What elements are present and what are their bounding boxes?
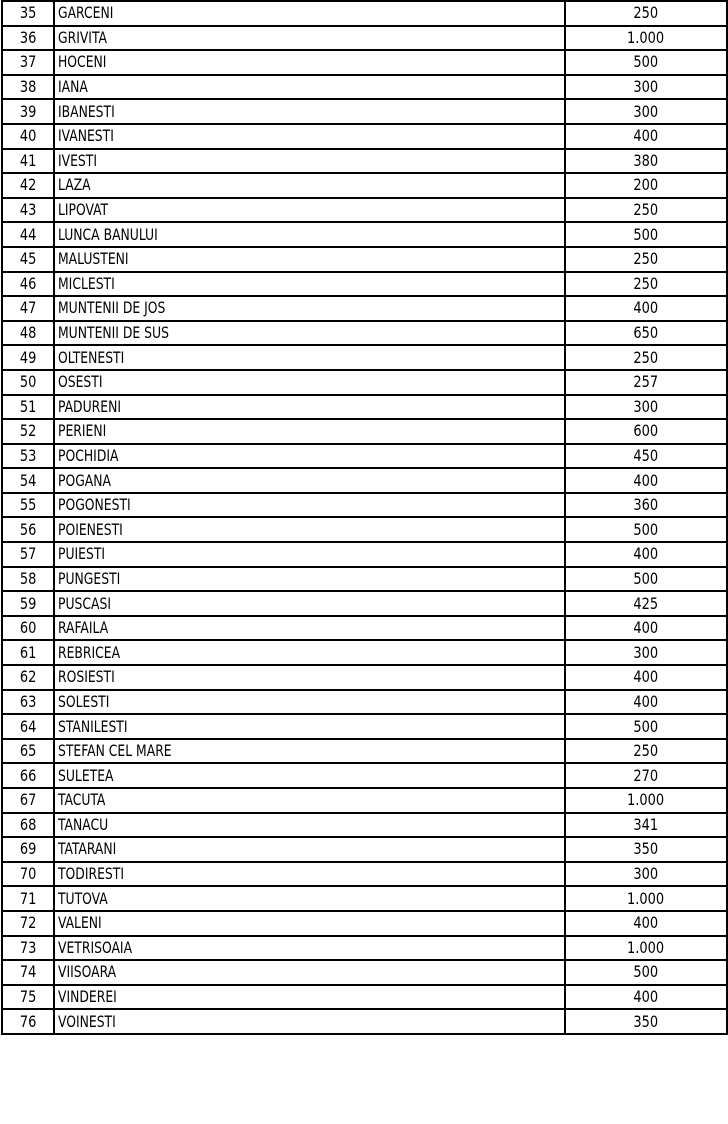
row-number: 38 (19, 77, 37, 97)
row-number-cell (2, 26, 54, 51)
row-number: 73 (19, 937, 37, 957)
value-cell (565, 911, 727, 936)
table-row (2, 75, 727, 100)
row-number-cell (2, 936, 54, 961)
row-number: 40 (19, 126, 37, 146)
locality-name: OLTENESTI (58, 347, 125, 367)
row-number: 60 (19, 618, 37, 638)
value: 600 (633, 421, 659, 441)
value: 200 (633, 175, 659, 195)
row-number-cell (2, 690, 54, 715)
table-row (2, 247, 727, 272)
value-cell (565, 1009, 727, 1034)
value-cell (565, 739, 727, 764)
value-cell (565, 124, 727, 149)
locality-name-cell (54, 222, 565, 247)
row-number: 55 (19, 495, 37, 515)
table-row (2, 911, 727, 936)
locality-name: VOINESTI (58, 1011, 116, 1031)
value-cell (565, 886, 727, 911)
row-number-cell (2, 1009, 54, 1034)
value: 300 (633, 396, 659, 416)
locality-name: LUNCA BANULUI (58, 224, 158, 244)
value-cell (565, 665, 727, 690)
locality-name: SULETEA (58, 765, 114, 785)
value: 350 (633, 1011, 659, 1031)
row-number: 35 (19, 3, 37, 23)
value-cell (565, 345, 727, 370)
table-row (2, 714, 727, 739)
locality-name-cell (54, 911, 565, 936)
value: 450 (633, 445, 659, 465)
locality-name-cell (54, 591, 565, 616)
value: 250 (633, 347, 659, 367)
row-number: 65 (19, 741, 37, 761)
row-number: 57 (19, 544, 37, 564)
value-cell (565, 1, 727, 26)
locality-name-cell (54, 75, 565, 100)
locality-name: IBANESTI (58, 101, 115, 121)
value-cell (565, 468, 727, 493)
table-row (2, 99, 727, 124)
table-row (2, 591, 727, 616)
value-cell (565, 395, 727, 420)
row-number: 50 (19, 372, 37, 392)
value: 250 (633, 3, 659, 23)
row-number: 61 (19, 642, 37, 662)
locality-name: PUNGESTI (58, 568, 121, 588)
row-number-cell (2, 616, 54, 641)
value: 270 (633, 765, 659, 785)
value: 400 (633, 987, 659, 1007)
locality-name: MICLESTI (58, 273, 115, 293)
locality-name: LIPOVAT (58, 200, 109, 220)
value-cell (565, 936, 727, 961)
table-row (2, 616, 727, 641)
locality-name-cell (54, 395, 565, 420)
row-number-cell (2, 321, 54, 346)
row-number-cell (2, 1, 54, 26)
locality-name: GRIVITA (58, 27, 107, 47)
row-number: 54 (19, 470, 37, 490)
row-number-cell (2, 911, 54, 936)
table-row (2, 198, 727, 223)
locality-name-cell (54, 542, 565, 567)
value: 250 (633, 200, 659, 220)
table-row (2, 272, 727, 297)
row-number-cell (2, 99, 54, 124)
locality-name: IVESTI (58, 150, 98, 170)
row-number: 68 (19, 814, 37, 834)
locality-name: TODIRESTI (58, 864, 124, 884)
table-row (2, 886, 727, 911)
value-cell (565, 517, 727, 542)
row-number-cell (2, 419, 54, 444)
row-number: 51 (19, 396, 37, 416)
locality-name: STEFAN CEL MARE (58, 741, 172, 761)
value: 500 (633, 568, 659, 588)
locality-name: ROSIESTI (58, 667, 115, 687)
value-cell (565, 640, 727, 665)
locality-name-cell (54, 960, 565, 985)
value-cell (565, 247, 727, 272)
locality-name: STANILESTI (58, 716, 128, 736)
value: 400 (633, 544, 659, 564)
value: 1.000 (627, 790, 665, 810)
locality-name-cell (54, 26, 565, 51)
value-cell (565, 813, 727, 838)
row-number: 70 (19, 864, 37, 884)
value: 400 (633, 126, 659, 146)
locality-name-cell (54, 370, 565, 395)
row-number-cell (2, 124, 54, 149)
row-number: 71 (19, 888, 37, 908)
locality-name: IVANESTI (58, 126, 114, 146)
value: 250 (633, 273, 659, 293)
value-cell (565, 763, 727, 788)
locality-name-cell (54, 50, 565, 75)
value: 500 (633, 962, 659, 982)
locality-name: PUSCASI (58, 593, 112, 613)
locality-name: SOLESTI (58, 691, 110, 711)
row-number-cell (2, 149, 54, 174)
row-number: 76 (19, 1011, 37, 1031)
locality-name-cell (54, 640, 565, 665)
value-cell (565, 591, 727, 616)
value-cell (565, 616, 727, 641)
table-row (2, 222, 727, 247)
table-row (2, 26, 727, 51)
value-cell (565, 567, 727, 592)
locality-name-cell (54, 763, 565, 788)
value: 300 (633, 864, 659, 884)
locality-name-cell (54, 936, 565, 961)
locality-name: MUNTENII DE JOS (58, 298, 166, 318)
row-number-cell (2, 985, 54, 1010)
value-cell (565, 444, 727, 469)
table-row (2, 837, 727, 862)
locality-name-cell (54, 616, 565, 641)
locality-name-cell (54, 567, 565, 592)
row-number: 39 (19, 101, 37, 121)
locality-name: TACUTA (58, 790, 106, 810)
locality-name: PADURENI (58, 396, 121, 416)
value: 300 (633, 77, 659, 97)
value-cell (565, 690, 727, 715)
value: 257 (633, 372, 659, 392)
row-number-cell (2, 50, 54, 75)
locality-name-cell (54, 124, 565, 149)
row-number-cell (2, 173, 54, 198)
locality-name-cell (54, 468, 565, 493)
locality-name-cell (54, 296, 565, 321)
row-number: 44 (19, 224, 37, 244)
value-cell (565, 75, 727, 100)
row-number-cell (2, 493, 54, 518)
value-cell (565, 788, 727, 813)
locality-name-cell (54, 345, 565, 370)
table-row (2, 690, 727, 715)
value: 250 (633, 249, 659, 269)
locality-name-cell (54, 665, 565, 690)
locality-name-cell (54, 788, 565, 813)
value-cell (565, 960, 727, 985)
value-cell (565, 296, 727, 321)
locality-name-cell (54, 837, 565, 862)
row-number: 47 (19, 298, 37, 318)
row-number-cell (2, 714, 54, 739)
locality-name: TANACU (58, 814, 109, 834)
locality-name: PERIENI (58, 421, 107, 441)
value: 650 (633, 323, 659, 343)
row-number-cell (2, 665, 54, 690)
locality-name-cell (54, 985, 565, 1010)
table-row (2, 50, 727, 75)
value: 500 (633, 52, 659, 72)
locality-name: TATARANI (58, 839, 117, 859)
locality-name: TUTOVA (58, 888, 108, 908)
value-cell (565, 542, 727, 567)
locality-name: RAFAILA (58, 618, 109, 638)
locality-name: POGONESTI (58, 495, 131, 515)
value-cell (565, 321, 727, 346)
row-number-cell (2, 567, 54, 592)
row-number: 48 (19, 323, 37, 343)
locality-name-cell (54, 813, 565, 838)
value-cell (565, 272, 727, 297)
locality-name-cell (54, 517, 565, 542)
row-number: 63 (19, 691, 37, 711)
value-cell (565, 862, 727, 887)
row-number-cell (2, 444, 54, 469)
value: 250 (633, 741, 659, 761)
row-number: 36 (19, 27, 37, 47)
table-row (2, 936, 727, 961)
row-number: 66 (19, 765, 37, 785)
locality-name-cell (54, 1, 565, 26)
table-row (2, 149, 727, 174)
value: 400 (633, 667, 659, 687)
locality-name-cell (54, 272, 565, 297)
row-number: 46 (19, 273, 37, 293)
locality-name-cell (54, 198, 565, 223)
value-cell (565, 99, 727, 124)
value: 500 (633, 519, 659, 539)
value: 400 (633, 691, 659, 711)
value: 500 (633, 224, 659, 244)
locality-name: REBRICEA (58, 642, 121, 662)
locality-name-cell (54, 247, 565, 272)
locality-name-cell (54, 1009, 565, 1034)
table-row (2, 124, 727, 149)
value: 400 (633, 470, 659, 490)
row-number-cell (2, 272, 54, 297)
row-number-cell (2, 813, 54, 838)
row-number-cell (2, 739, 54, 764)
row-number-cell (2, 247, 54, 272)
table-row (2, 542, 727, 567)
value: 400 (633, 618, 659, 638)
row-number: 58 (19, 568, 37, 588)
row-number-cell (2, 222, 54, 247)
locality-name-cell (54, 862, 565, 887)
value-cell (565, 370, 727, 395)
row-number-cell (2, 370, 54, 395)
value: 300 (633, 101, 659, 121)
row-number: 75 (19, 987, 37, 1007)
row-number: 49 (19, 347, 37, 367)
locality-name: VIISOARA (58, 962, 117, 982)
value-cell (565, 837, 727, 862)
table-row (2, 960, 727, 985)
locality-name-cell (54, 714, 565, 739)
value-cell (565, 419, 727, 444)
table-row (2, 862, 727, 887)
value: 300 (633, 642, 659, 662)
value-cell (565, 198, 727, 223)
value: 400 (633, 913, 659, 933)
value-cell (565, 714, 727, 739)
value: 360 (633, 495, 659, 515)
locality-name: MUNTENII DE SUS (58, 323, 169, 343)
locality-name: POIENESTI (58, 519, 123, 539)
table-row (2, 468, 727, 493)
locality-name: POGANA (58, 470, 111, 490)
locality-name-cell (54, 321, 565, 346)
row-number-cell (2, 198, 54, 223)
value-cell (565, 50, 727, 75)
row-number: 53 (19, 445, 37, 465)
row-number-cell (2, 763, 54, 788)
locality-name: PUIESTI (58, 544, 106, 564)
table-row (2, 985, 727, 1010)
value: 1.000 (627, 888, 665, 908)
locality-name-cell (54, 739, 565, 764)
locality-name: IANA (58, 77, 88, 97)
row-number: 74 (19, 962, 37, 982)
row-number: 64 (19, 716, 37, 736)
row-number: 69 (19, 839, 37, 859)
locality-name: POCHIDIA (58, 445, 119, 465)
table-row (2, 296, 727, 321)
value-cell (565, 493, 727, 518)
value: 1.000 (627, 27, 665, 47)
row-number-cell (2, 960, 54, 985)
table-row (2, 517, 727, 542)
table-row (2, 640, 727, 665)
row-number-cell (2, 468, 54, 493)
row-number: 56 (19, 519, 37, 539)
table-row (2, 345, 727, 370)
table-row (2, 739, 727, 764)
table-row (2, 444, 727, 469)
row-number: 41 (19, 150, 37, 170)
value-cell (565, 149, 727, 174)
table-row (2, 813, 727, 838)
locality-name: VINDEREI (58, 987, 117, 1007)
row-number: 62 (19, 667, 37, 687)
value-cell (565, 26, 727, 51)
table-row (2, 1009, 727, 1034)
row-number: 37 (19, 52, 37, 72)
value: 350 (633, 839, 659, 859)
table-row (2, 763, 727, 788)
row-number: 59 (19, 593, 37, 613)
value-cell (565, 985, 727, 1010)
row-number-cell (2, 591, 54, 616)
value: 425 (633, 593, 659, 613)
locality-name: VALENI (58, 913, 102, 933)
table-row (2, 395, 727, 420)
row-number: 72 (19, 913, 37, 933)
value: 400 (633, 298, 659, 318)
locality-name: GARCENI (58, 3, 114, 23)
table-body (2, 1, 727, 1034)
row-number: 45 (19, 249, 37, 269)
value: 341 (633, 814, 659, 834)
row-number-cell (2, 517, 54, 542)
table-row (2, 788, 727, 813)
table-row (2, 1, 727, 26)
row-number-cell (2, 542, 54, 567)
allocation-table (1, 0, 728, 1035)
locality-name-cell (54, 173, 565, 198)
locality-name-cell (54, 493, 565, 518)
row-number: 43 (19, 200, 37, 220)
table-row (2, 419, 727, 444)
table-row (2, 493, 727, 518)
locality-name-cell (54, 690, 565, 715)
row-number-cell (2, 395, 54, 420)
row-number-cell (2, 862, 54, 887)
row-number-cell (2, 345, 54, 370)
value: 500 (633, 716, 659, 736)
row-number: 67 (19, 790, 37, 810)
locality-name-cell (54, 886, 565, 911)
value-cell (565, 173, 727, 198)
row-number: 52 (19, 421, 37, 441)
value: 380 (633, 150, 659, 170)
row-number-cell (2, 75, 54, 100)
table-row (2, 665, 727, 690)
value-cell (565, 222, 727, 247)
row-number-cell (2, 640, 54, 665)
row-number: 42 (19, 175, 37, 195)
table-row (2, 321, 727, 346)
table-row (2, 567, 727, 592)
locality-name-cell (54, 419, 565, 444)
row-number-cell (2, 837, 54, 862)
locality-name: VETRISOAIA (58, 937, 133, 957)
locality-name-cell (54, 444, 565, 469)
locality-name: LAZA (58, 175, 91, 195)
row-number-cell (2, 788, 54, 813)
locality-name: HOCENI (58, 52, 107, 72)
table-row (2, 370, 727, 395)
locality-name: OSESTI (58, 372, 103, 392)
locality-name: MALUSTENI (58, 249, 129, 269)
locality-name-cell (54, 99, 565, 124)
row-number-cell (2, 296, 54, 321)
row-number-cell (2, 886, 54, 911)
table-row (2, 173, 727, 198)
value: 1.000 (627, 937, 665, 957)
document-page (1, 0, 726, 1035)
locality-name-cell (54, 149, 565, 174)
